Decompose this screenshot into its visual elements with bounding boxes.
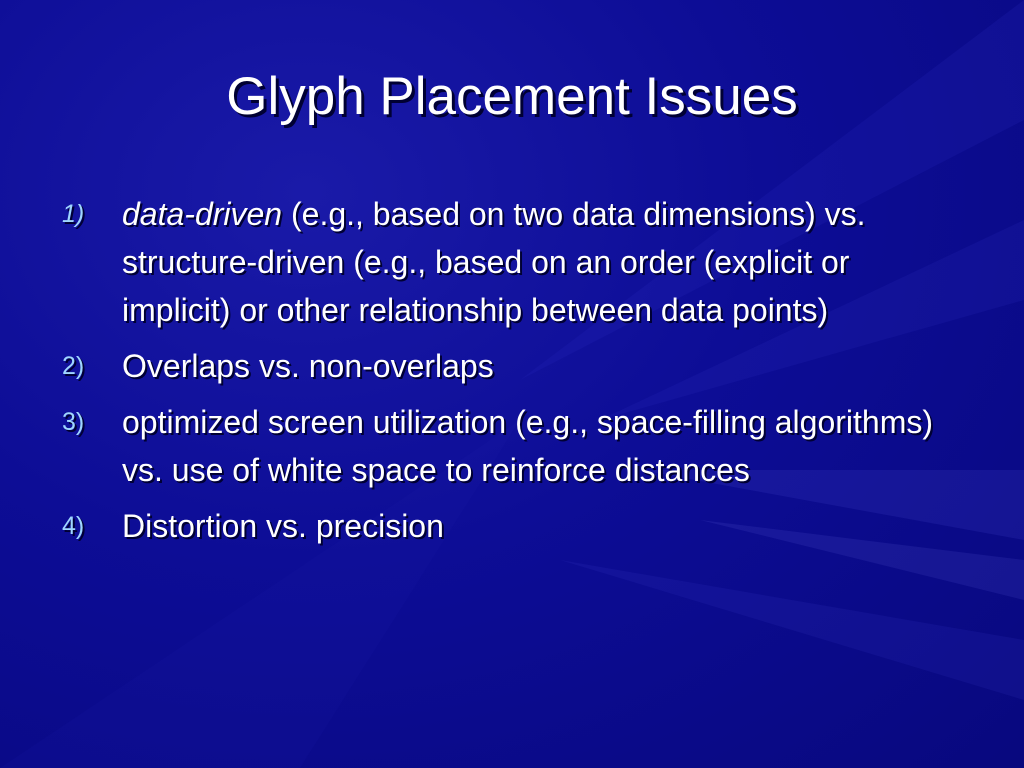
list-item-3	[62, 398, 962, 494]
slide-title: Glyph Placement Issues	[226, 67, 798, 126]
emphasized-term: data-driven	[122, 196, 283, 232]
list-item-4	[62, 502, 962, 550]
list-marker: 3)	[62, 408, 85, 436]
numbered-list	[62, 190, 962, 558]
list-marker: 1)	[62, 200, 85, 228]
list-item-1	[62, 190, 962, 334]
list-item-2	[62, 342, 962, 390]
list-item-text: (e.g., based on two data dimensions) vs. structure-driven (e.g., based on an order (explicit or implicit) or other relationship between data points)	[122, 196, 866, 328]
list-item-text: Distortion vs. precision	[122, 508, 444, 544]
list-item-text: optimized screen utilization (e.g., space-filling algorithms) vs. use of white space to reinforce distances	[122, 404, 934, 488]
list-item-text: Overlaps vs. non-overlaps	[122, 348, 494, 384]
list-marker: 4)	[62, 512, 85, 540]
list-marker: 2)	[62, 352, 85, 380]
